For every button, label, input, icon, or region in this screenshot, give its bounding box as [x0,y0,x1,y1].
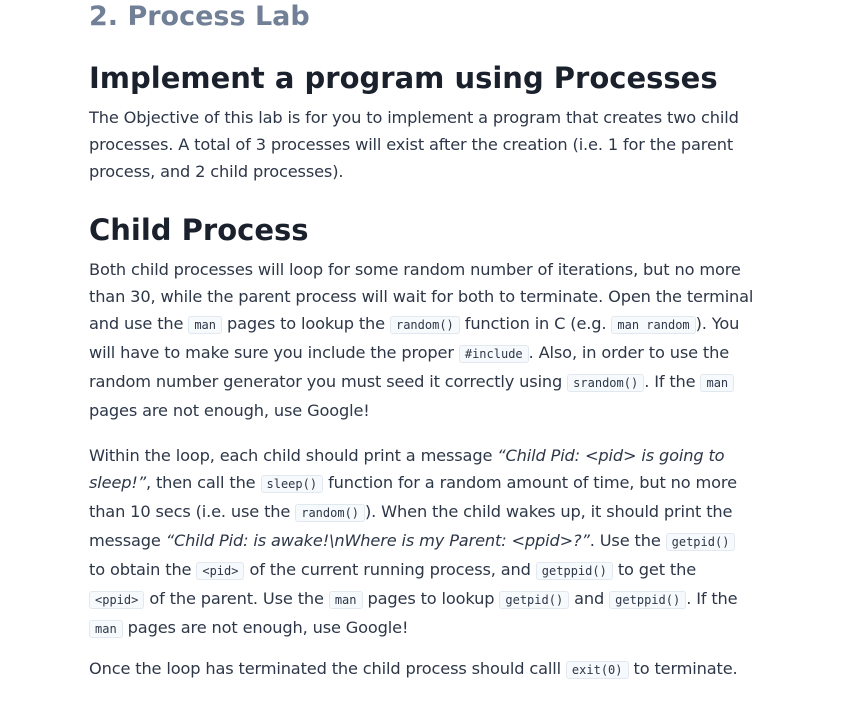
italic-message-sleep: “Child Pid: <pid> is going to sleep!” [89,446,725,492]
text: of the current running process, and [244,560,536,579]
text: of the parent. Use the [144,589,329,608]
text: . Also, in order to use the random number generator you must seed it correctly using [89,343,730,391]
code-man: man [700,374,734,392]
text: pages to lookup the [222,314,390,333]
text: pages are not enough, use Google! [122,618,409,637]
code-sleep: sleep() [261,475,324,493]
heading-implement: Implement a program using Processes [89,61,718,95]
code-man-random: man random [611,316,695,334]
code-random: random() [295,504,365,522]
text: to get the [612,560,697,579]
text: . If the [644,372,701,391]
code-getppid: getppid() [536,562,613,580]
text: ). You will have to make sure you include the proper [89,314,740,362]
text: Within the loop, each child should print a message [89,446,498,465]
code-getpid: getpid() [499,591,569,609]
code-exit: exit(0) [566,661,629,679]
code-include: #include [459,345,529,363]
text: function in C (e.g. [459,314,612,333]
text: . If the [686,589,738,608]
code-man: man [89,620,123,638]
text: pages are not enough, use Google! [89,401,370,420]
code-man: man [329,591,363,609]
text: Both child processes will loop for some random number of iterations, but no more than 30, while the parent process will wait for both to terminate. Open the terminal and use the [89,260,754,333]
text: function for a random amount of time, but no more than 10 secs (i.e. use the [89,473,737,521]
text: Once the loop has terminated the child process should calll [89,659,566,678]
child-message-paragraph [89,442,754,643]
section-title: 2. Process Lab [89,1,310,32]
code-getppid: getppid() [609,591,686,609]
objective-paragraph: The Objective of this lab is for you to implement a program that creates two child processes. A total of 3 processes will exist after the creation (i.e. 1 for the parent process, and 2 child processes). [89,108,739,181]
child-loop-paragraph [89,256,754,424]
code-ppid: <ppid> [89,591,144,609]
text: to terminate. [628,659,738,678]
text: , then call the [145,473,261,492]
text: to obtain the [89,560,197,579]
code-srandom: srandom() [567,374,644,392]
text: . Use the [589,531,666,550]
text: and [569,589,610,608]
text: pages to lookup [362,589,500,608]
code-random: random() [390,316,460,334]
code-getpid: getpid() [666,533,736,551]
text: ). When the child wakes up, it should print the message [89,502,733,550]
italic-message-awake: “Child Pid: is awake!\nWhere is my Parent: <ppid>?” [165,531,590,550]
heading-child-process: Child Process [89,213,309,247]
code-man: man [188,316,222,334]
code-pid: <pid> [196,562,244,580]
child-exit-paragraph [89,655,754,684]
